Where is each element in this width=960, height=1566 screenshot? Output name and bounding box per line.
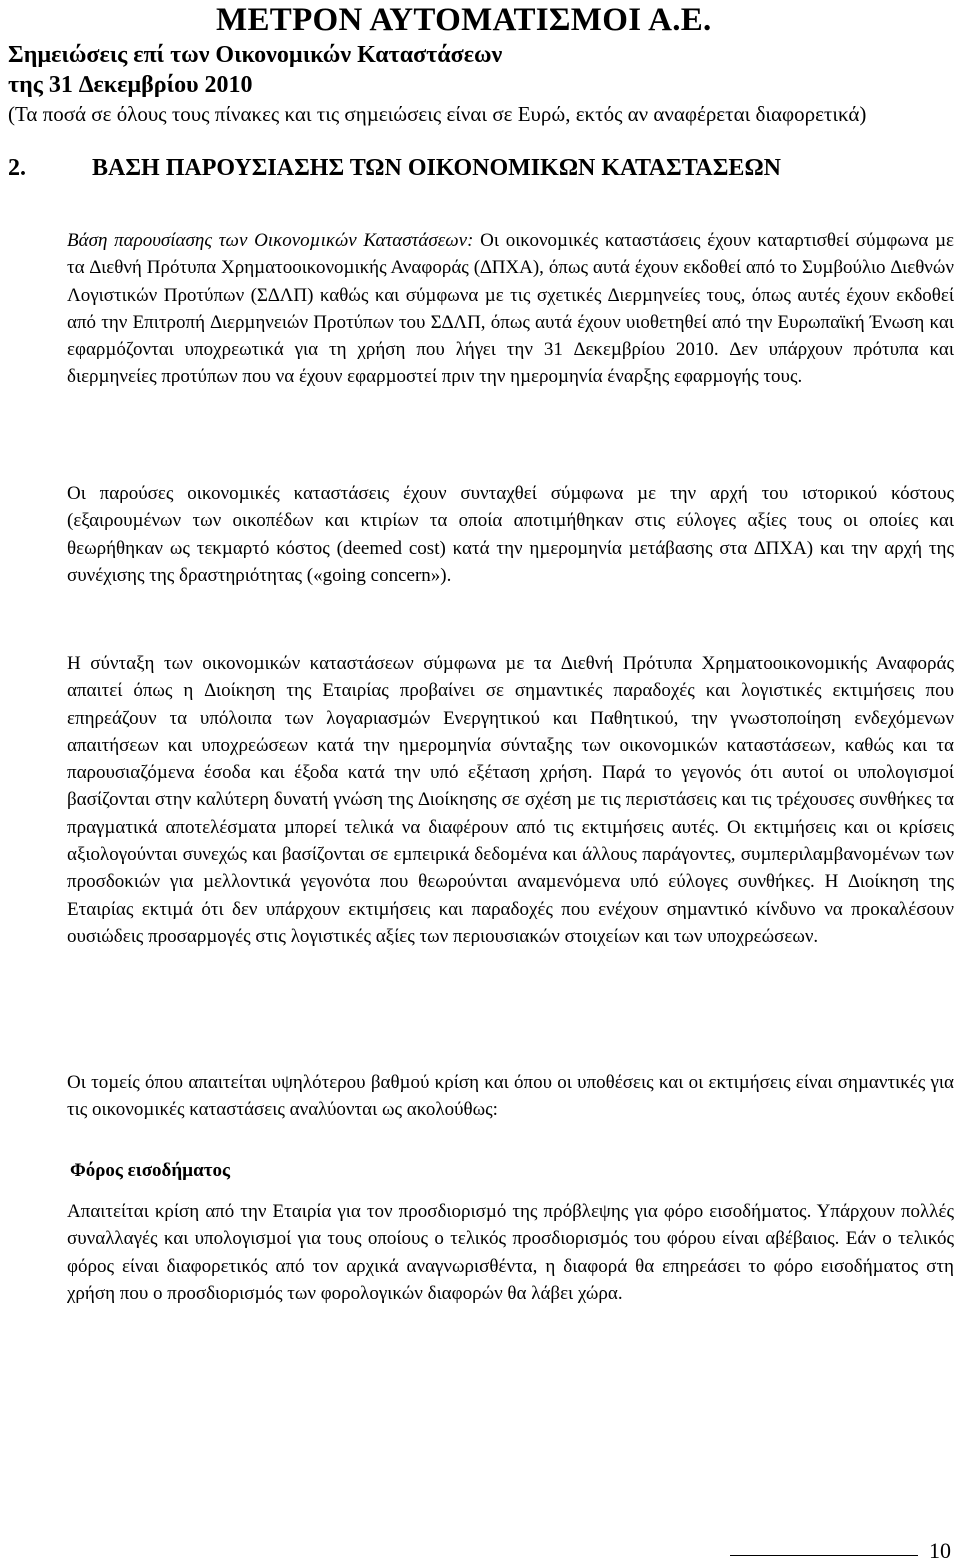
document-title: Σηµειώσεις επί των Οικονοµικών Καταστάσεων xyxy=(8,42,503,68)
paragraph-estimates: Η σύνταξη των οικονοµικών καταστάσεων σύµφωνα µε τα ∆ιεθνή Πρότυπα Χρηµατοοικονοµικής Αναφοράς απαιτεί όπως η ∆ιοίκηση της Εταιρίας προβαίνει σε σηµαντικές παραδοχές και λογιστικές εκτιµήσεις που επηρεάζουν τα υπόλοιπα των λογαριασµών Ενεργητικού και Παθητικού, την γνωστοποίηση ενδεχόµενων απαιτήσεων και υποχρεώσεων κατά την ηµεροµηνία σύνταξης των οικονοµικών καταστάσεων, καθώς και τα παρουσιαζόµενα έσοδα και έξοδα κατά την υπό εξέταση χρήση. Παρά το γεγονός ότι αυτοί οι υπολογισµοί βασίζονται στην καλύτερη δυνατή γνώση της ∆ιοίκησης σε σχέση µε τις περιστάσεις και τις τρέχουσες συνθήκες τα πραγµατικά αποτελέσµατα µπορεί τελικά να διαφέρουν από τις εκτιµήσεις αυτές. Οι εκτιµήσεις και οι κρίσεις αξιολογούνται συνεχώς και βασίζονται σε εµπειρικά δεδοµένα και άλλους παράγοντες, συµπεριλαµβανοµένων των προσδοκιών για µελλοντικά γεγονότα που θεωρούνται αναµενόµενα υπό εύλογες συνθήκες. Η ∆ιοίκηση της Εταιρίας εκτιµά ότι δεν υπάρχουν εκτιµήσεις και παραδοχές που ενέχουν σηµαντικό κίνδυνο να προκαλέσουν ουσιώδεις προσαρµογές στις λογιστικές αξίες των περιουσιακών στοιχείων και των υποχρεώσεων. xyxy=(67,653,954,947)
document-date: της 31 ∆εκεµβρίου 2010 xyxy=(8,72,253,98)
paragraph-text: Οι οικονοµικές καταστάσεις έχουν καταρτισθεί σύµφωνα µε τα ∆ιεθνή Πρότυπα Χρηµατοοικονοµικής Αναφοράς (∆ΠΧΑ), όπως αυτά έχουν εκδοθεί από το Συµβούλιο ∆ιεθνών Λογιστικών Προτύπων (Σ∆ΛΠ) καθώς και σύµφωνα µε τις σχετικές ∆ιερµηνείες τους, όπως αυτές έχουν εκδοθεί από την Επιτροπή ∆ιερµηνειών Προτύπων του Σ∆ΛΠ, όπως αυτά έχουν υιοθετηθεί από την Ευρωπαϊκή Ένωση και εφαρµόζονται υποχρεωτικά για τη χρήση που λήγει την 31 ∆εκεµβρίου 2010. ∆εν υπάρχουν πρότυπα και διερµηνείες προτύπων που να έχουν εφαρµοστεί πριν την ηµεροµηνία έναρξης εφαρµογής τους. xyxy=(67,230,954,388)
income-tax-heading: Φόρος εισοδήµατος xyxy=(70,1160,231,1181)
paragraph-income-tax: Απαιτείται κρίση από την Εταιρία για τον προσδιορισµό της πρόβλεψης για φόρο εισοδήµατος. Υπάρχουν πολλές συναλλαγές και υπολογισµοί για τους οποίους ο τελικός προσδιορισµός του φόρου είναι αβέβαιος. Εάν ο τελικός φόρος είναι διαφορετικός από τον αρχικά αναγνωρισθέντα, η διαφορά θα επηρεάσει το φόρο εισοδήµατος στη χρήση που ο προσδιορισµός των φορολογικών διαφορών θα λάβει χώρα. xyxy=(67,1201,954,1304)
section-heading xyxy=(8,152,781,184)
footer-divider xyxy=(730,1555,918,1556)
page-number: 10 xyxy=(929,1538,951,1563)
company-name: ΜΕΤΡΟΝ ΑΥΤΟΜΑΤΙΣΜΟΙ Α.Ε. xyxy=(216,2,712,38)
paragraph-basis xyxy=(67,227,954,391)
paragraph-judgement-areas: Οι τοµείς όπου απαιτείται υψηλότερου βαθµού κρίση και όπου οι υποθέσεις και οι εκτιµήσεις είναι σηµαντικές για τις οικονοµικές καταστάσεις αναλύονται ως ακολούθως: xyxy=(67,1072,954,1121)
paragraph-lead: Βάση παρουσίασης των Οικονοµικών Καταστάσεων: xyxy=(67,230,474,251)
section-number: 2. xyxy=(8,155,26,181)
paragraph-historical-cost: Οι παρούσες οικονοµικές καταστάσεις έχουν συνταχθεί σύµφωνα µε την αρχή του ιστορικού κόστους (εξαιρουµένων των οικοπέδων και κτιρίων τα οποία αποτιµήθηκαν στις εύλογες αξίες τους οι οποίες και θεωρήθηκαν ως τεκµαρτό κόστος (deemed cost) κατά την ηµεροµηνία µετάβασης στα ∆ΠΧΑ) και την αρχή της συνέχισης της δραστηριότητας («going concern»). xyxy=(67,483,954,586)
section-title: ΒΑΣΗ ΠΑΡΟΥΣΙΑΣΗΣ ΤΩΝ ΟΙΚΟΝΟΜΙΚΩΝ ΚΑΤΑΣΤΑΣΕΩΝ xyxy=(92,155,781,181)
currency-note: (Τα ποσά σε όλους τους πίνακες και τις σηµειώσεις είναι σε Ευρώ, εκτός αν αναφέρεται διαφορετικά) xyxy=(8,102,867,126)
